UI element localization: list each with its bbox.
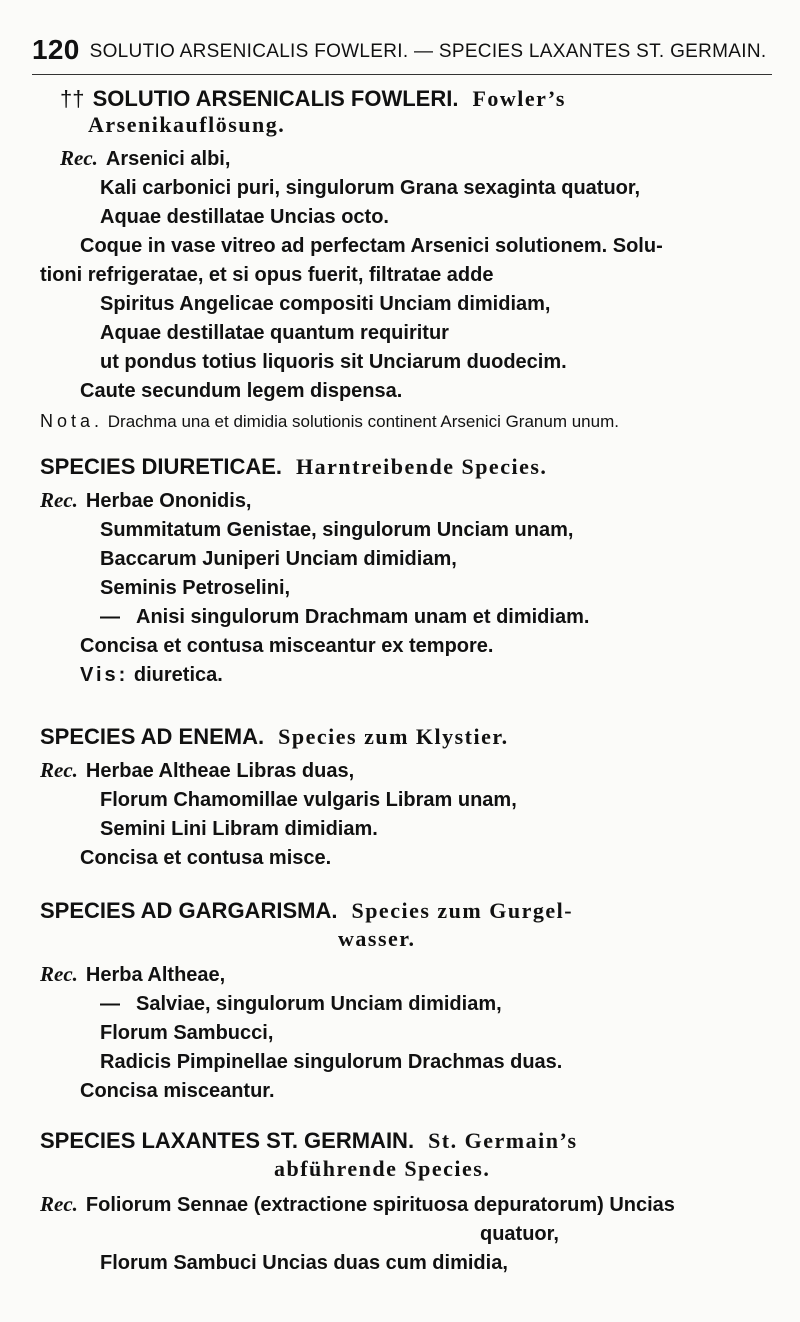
section-title bbox=[40, 724, 740, 750]
title-german-cont: wasser. bbox=[338, 926, 416, 951]
recipe-line: Seminis Petroselini, bbox=[100, 577, 291, 599]
recipe-line: Spiritus Angelicae compositi Unciam dimidiam, bbox=[100, 293, 551, 315]
recipe-line: Aquae destillatae Uncias octo. bbox=[100, 206, 389, 228]
recipe-line bbox=[40, 1190, 740, 1220]
recipe-line: Aquae destillatae quantum requiritur bbox=[100, 322, 449, 344]
rec-label: Rec. bbox=[40, 1192, 78, 1216]
nota-line bbox=[40, 408, 760, 435]
recipe-line bbox=[40, 756, 740, 786]
recipe-line: Florum Sambucci, bbox=[100, 1022, 274, 1044]
recipe-line: quatuor, bbox=[480, 1223, 559, 1245]
section-species-diureticae bbox=[40, 454, 740, 690]
recipe-line: Concisa et contusa misceantur ex tempore. bbox=[80, 635, 494, 657]
recipe-line bbox=[40, 486, 740, 516]
section-title bbox=[40, 898, 740, 924]
running-title: SOLUTIO ARSENICALIS FOWLERI. — SPECIES LAXANTES ST. GERMAIN. bbox=[89, 41, 767, 62]
ditto-dash: — bbox=[100, 993, 120, 1015]
ditto-dash: — bbox=[100, 606, 120, 628]
header-rule bbox=[32, 74, 772, 75]
recipe-line: Florum Sambuci Uncias duas cum dimidia, bbox=[100, 1252, 508, 1274]
rec-label: Rec. bbox=[40, 758, 78, 782]
recipe-text: Foliorum Sennae (extractione spirituosa depuratorum) Uncias bbox=[85, 1194, 675, 1216]
recipe-line: Semini Lini Libram dimidiam. bbox=[100, 818, 378, 840]
title-german: St. Germain’s bbox=[428, 1128, 578, 1153]
recipe-text: Anisi singulorum Drachmam unam et dimidiam. bbox=[136, 606, 590, 628]
title-german: Fowler’s bbox=[472, 86, 566, 111]
title-latin: SPECIES DIURETICAE. bbox=[40, 454, 283, 479]
dagger-marks: †† bbox=[60, 86, 91, 111]
rec-label: Rec. bbox=[40, 962, 78, 986]
recipe-text: Arsenici albi, bbox=[105, 148, 231, 170]
recipe-line: Concisa misceantur. bbox=[80, 1080, 275, 1102]
page-number: 120 bbox=[32, 34, 80, 65]
title-latin: SPECIES AD ENEMA. bbox=[40, 724, 265, 749]
recipe-text: Salviae, singulorum Unciam dimidiam, bbox=[136, 993, 502, 1015]
recipe-line: Florum Chamomillae vulgaris Libram unam, bbox=[100, 789, 517, 811]
section-species-ad-gargarisma bbox=[40, 898, 740, 1106]
recipe-text: Herba Altheae, bbox=[85, 964, 226, 986]
section-title bbox=[60, 86, 760, 112]
recipe-line: Radicis Pimpinellae singulorum Drachmas duas. bbox=[100, 1051, 563, 1073]
title-german: Species zum Gurgel- bbox=[351, 898, 574, 923]
section-species-laxantes bbox=[40, 1128, 740, 1278]
section-solutio-arsenicalis bbox=[40, 86, 760, 435]
recipe-line: Caute secundum legem dispensa. bbox=[80, 380, 403, 402]
recipe-line: Kali carbonici puri, singulorum Grana sexaginta quatuor, bbox=[100, 177, 641, 199]
recipe-text: Herbae Ononidis, bbox=[85, 490, 252, 512]
recipe-line: Baccarum Juniperi Unciam dimidiam, bbox=[100, 548, 457, 570]
rec-label: Rec. bbox=[60, 146, 98, 170]
title-german-cont: abführende Species. bbox=[274, 1156, 491, 1181]
recipe-text: Herbae Altheae Libras duas, bbox=[85, 760, 355, 782]
title-latin: SPECIES AD GARGARISMA. bbox=[40, 898, 338, 923]
nota-label: Nota. bbox=[40, 411, 104, 431]
recipe-line: Coque in vase vitreo ad perfectam Arsenici solutionem. Solu- bbox=[80, 235, 663, 257]
recipe-line bbox=[60, 144, 760, 174]
vis-text: diuretica. bbox=[133, 664, 223, 686]
nota-text: Drachma una et dimidia solutionis continent Arsenici Granum unum. bbox=[107, 412, 619, 431]
vis-label: Vis: bbox=[80, 664, 129, 686]
vis-line bbox=[40, 661, 740, 690]
title-german: Harntreibende Species. bbox=[296, 454, 548, 479]
recipe-line bbox=[40, 960, 740, 990]
title-german-cont: Arsenikauflösung. bbox=[88, 112, 286, 137]
recipe-line bbox=[40, 603, 740, 632]
title-latin: SOLUTIO ARSENICALIS FOWLERI. bbox=[92, 86, 459, 111]
recipe-line bbox=[40, 990, 740, 1019]
section-species-ad-enema bbox=[40, 724, 740, 873]
recipe-line: tioni refrigeratae, et si opus fuerit, filtratae adde bbox=[40, 264, 494, 286]
title-latin: SPECIES LAXANTES ST. GERMAIN. bbox=[40, 1128, 415, 1153]
section-title bbox=[40, 454, 740, 480]
recipe-line: Concisa et contusa misce. bbox=[80, 847, 332, 869]
running-head bbox=[32, 34, 772, 66]
recipe-line: Summitatum Genistae, singulorum Unciam unam, bbox=[100, 519, 574, 541]
rec-label: Rec. bbox=[40, 488, 78, 512]
recipe-line: ut pondus totius liquoris sit Unciarum duodecim. bbox=[100, 351, 567, 373]
title-german: Species zum Klystier. bbox=[278, 724, 509, 749]
section-title bbox=[40, 1128, 740, 1154]
